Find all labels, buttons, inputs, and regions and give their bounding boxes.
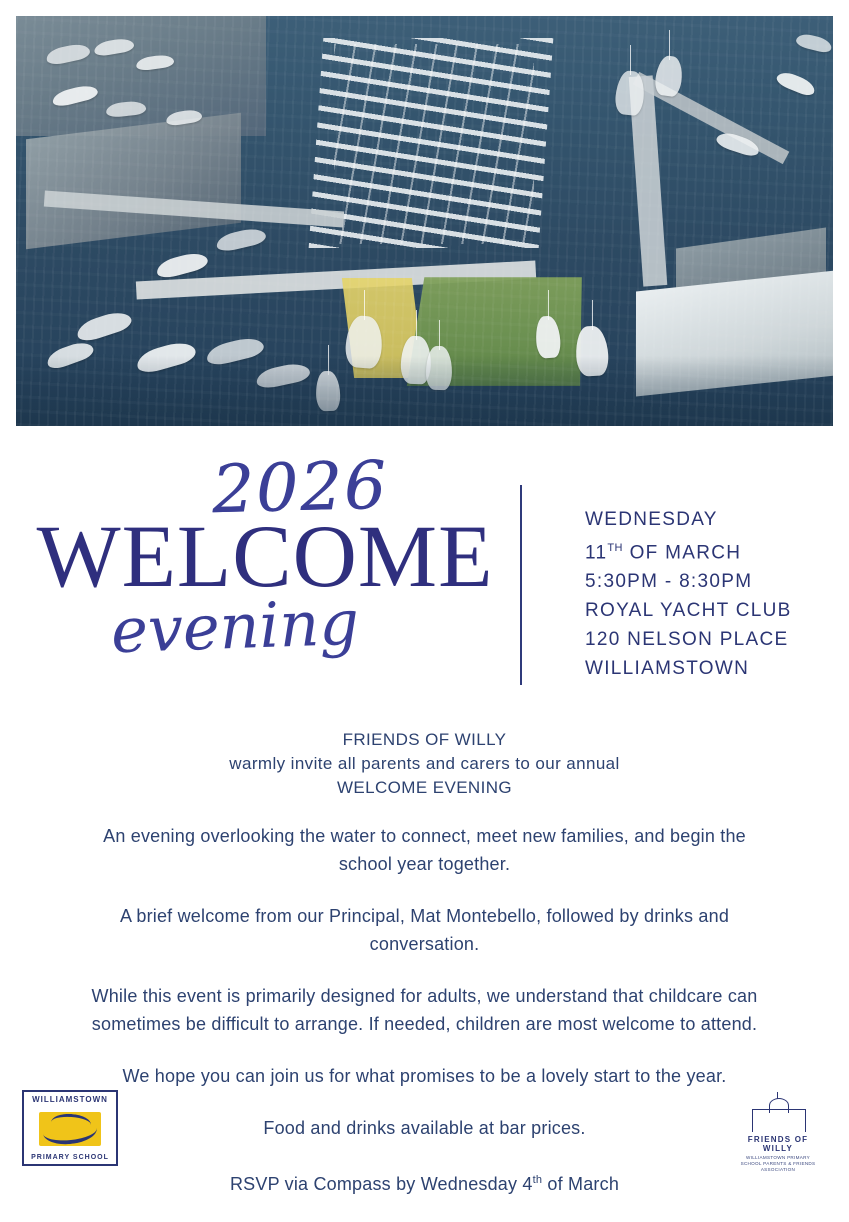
boat-shape [315,371,340,412]
boat-shape [400,335,432,384]
paragraph-childcare: While this event is primarily designed for adults, we understand that childcare can sometimes be difficult to arrange. If needed, children are most welcome to attend. [91,986,758,1034]
mast-shape [364,290,365,320]
paragraph-closing: We hope you can join us for what promises to be a lovely start to the year. [122,1066,727,1086]
intro-line-3: WELCOME EVENING [336,778,513,797]
friends-of-willy-logo [735,1098,821,1173]
boat-shape [715,130,762,159]
mast-shape [592,300,593,330]
rsvp-suffix: of March [542,1174,620,1194]
welcome-heading: WELCOME [36,508,494,606]
lawn-area [407,277,582,386]
body-copy [60,728,789,1222]
school-logo-bottom-text: PRIMARY SCHOOL [31,1154,109,1161]
event-venue: ROYAL YACHT CLUB [585,600,792,622]
pier-right [633,72,790,164]
paragraph-principal: A brief welcome from our Principal, Mat Montebello, followed by drinks and conversation. [119,906,730,954]
invitation-intro [60,728,789,800]
boat-shape [44,338,95,371]
intro-line-1: FRIENDS OF WILLY [342,730,507,749]
intro-line-2: warmly invite all parents and carers to our annual [229,754,620,773]
boat-shape [653,54,684,97]
boat-shape [426,346,453,390]
paragraph-food: Food and drinks available at bar prices. [263,1118,586,1138]
boat-shape [614,70,646,117]
paragraph-rsvp [95,1166,755,1198]
boat-shed [636,270,833,396]
hero-gradient-overlay [16,356,833,426]
mast-shape [669,30,670,60]
event-details [585,505,835,683]
event-date-ordinal: TH [607,542,623,554]
title-text-group [30,446,500,667]
year-heading: 2026 [211,446,389,529]
event-time: 5:30PM - 8:30PM [585,571,753,593]
marina-illustration [16,16,833,426]
boat-shape [795,32,833,54]
boat-ramp [342,278,424,378]
pier-left [44,191,344,228]
title-block [0,446,849,685]
vertical-divider [520,485,522,685]
event-date-month: OF MARCH [623,542,742,564]
dock-area-left [16,16,266,136]
boat-shape [51,83,99,109]
boat-shape [93,37,135,58]
boat-shape [255,361,312,391]
building-body-icon [752,1109,806,1132]
town-hall-building-icon [752,1098,804,1132]
mast-shape [548,290,549,320]
school-logo-top-text: WILLIAMSTOWN [32,1095,108,1104]
mast-shape [439,320,440,350]
friends-of-willy-name: FRIENDS OF WILLY [747,1135,809,1153]
event-day: WEDNESDAY [585,509,718,530]
event-suburb: WILLIAMSTOWN [585,658,750,680]
boat-shape [45,42,91,67]
pier-middle [136,261,536,300]
boat-shape [105,100,146,118]
boat-shape [134,338,198,376]
evening-heading: evening [109,585,361,667]
boat-shape [344,315,384,369]
boat-shape [135,53,174,71]
rsvp-prefix: RSVP via Compass by Wednesday 4 [229,1174,533,1194]
boat-shape [204,334,265,367]
boat-shape [74,308,133,344]
paragraph-overview: An evening overlooking the water to connect, meet new families, and begin the school year together. [103,826,746,874]
boat-shape [775,69,818,98]
boat-shed-rear [676,227,826,308]
rsvp-ordinal: th [532,1174,543,1186]
mast-shape [630,45,631,75]
event-date [585,534,835,567]
marina-masts [334,44,534,244]
boat-shape [215,226,268,254]
boat-shape [575,325,610,377]
friends-of-willy-subtitle: WILLIAMSTOWN PRIMARY SCHOOL PARENTS & FRIENDS ASSOCIATION [740,1155,816,1172]
dock-area-left-lower [26,113,241,249]
hero-image [16,16,833,426]
boat-shape [535,315,562,359]
marina-berths [309,38,554,248]
mast-shape [328,345,329,375]
event-date-number: 11 [585,542,608,564]
boat-shape [155,250,210,281]
event-address: 120 NELSON PLACE [585,629,789,651]
pier-long [629,75,668,286]
school-logo [22,1090,118,1166]
mast-shape [416,310,417,340]
boat-shape [165,108,203,126]
school-crest-icon [39,1112,101,1146]
